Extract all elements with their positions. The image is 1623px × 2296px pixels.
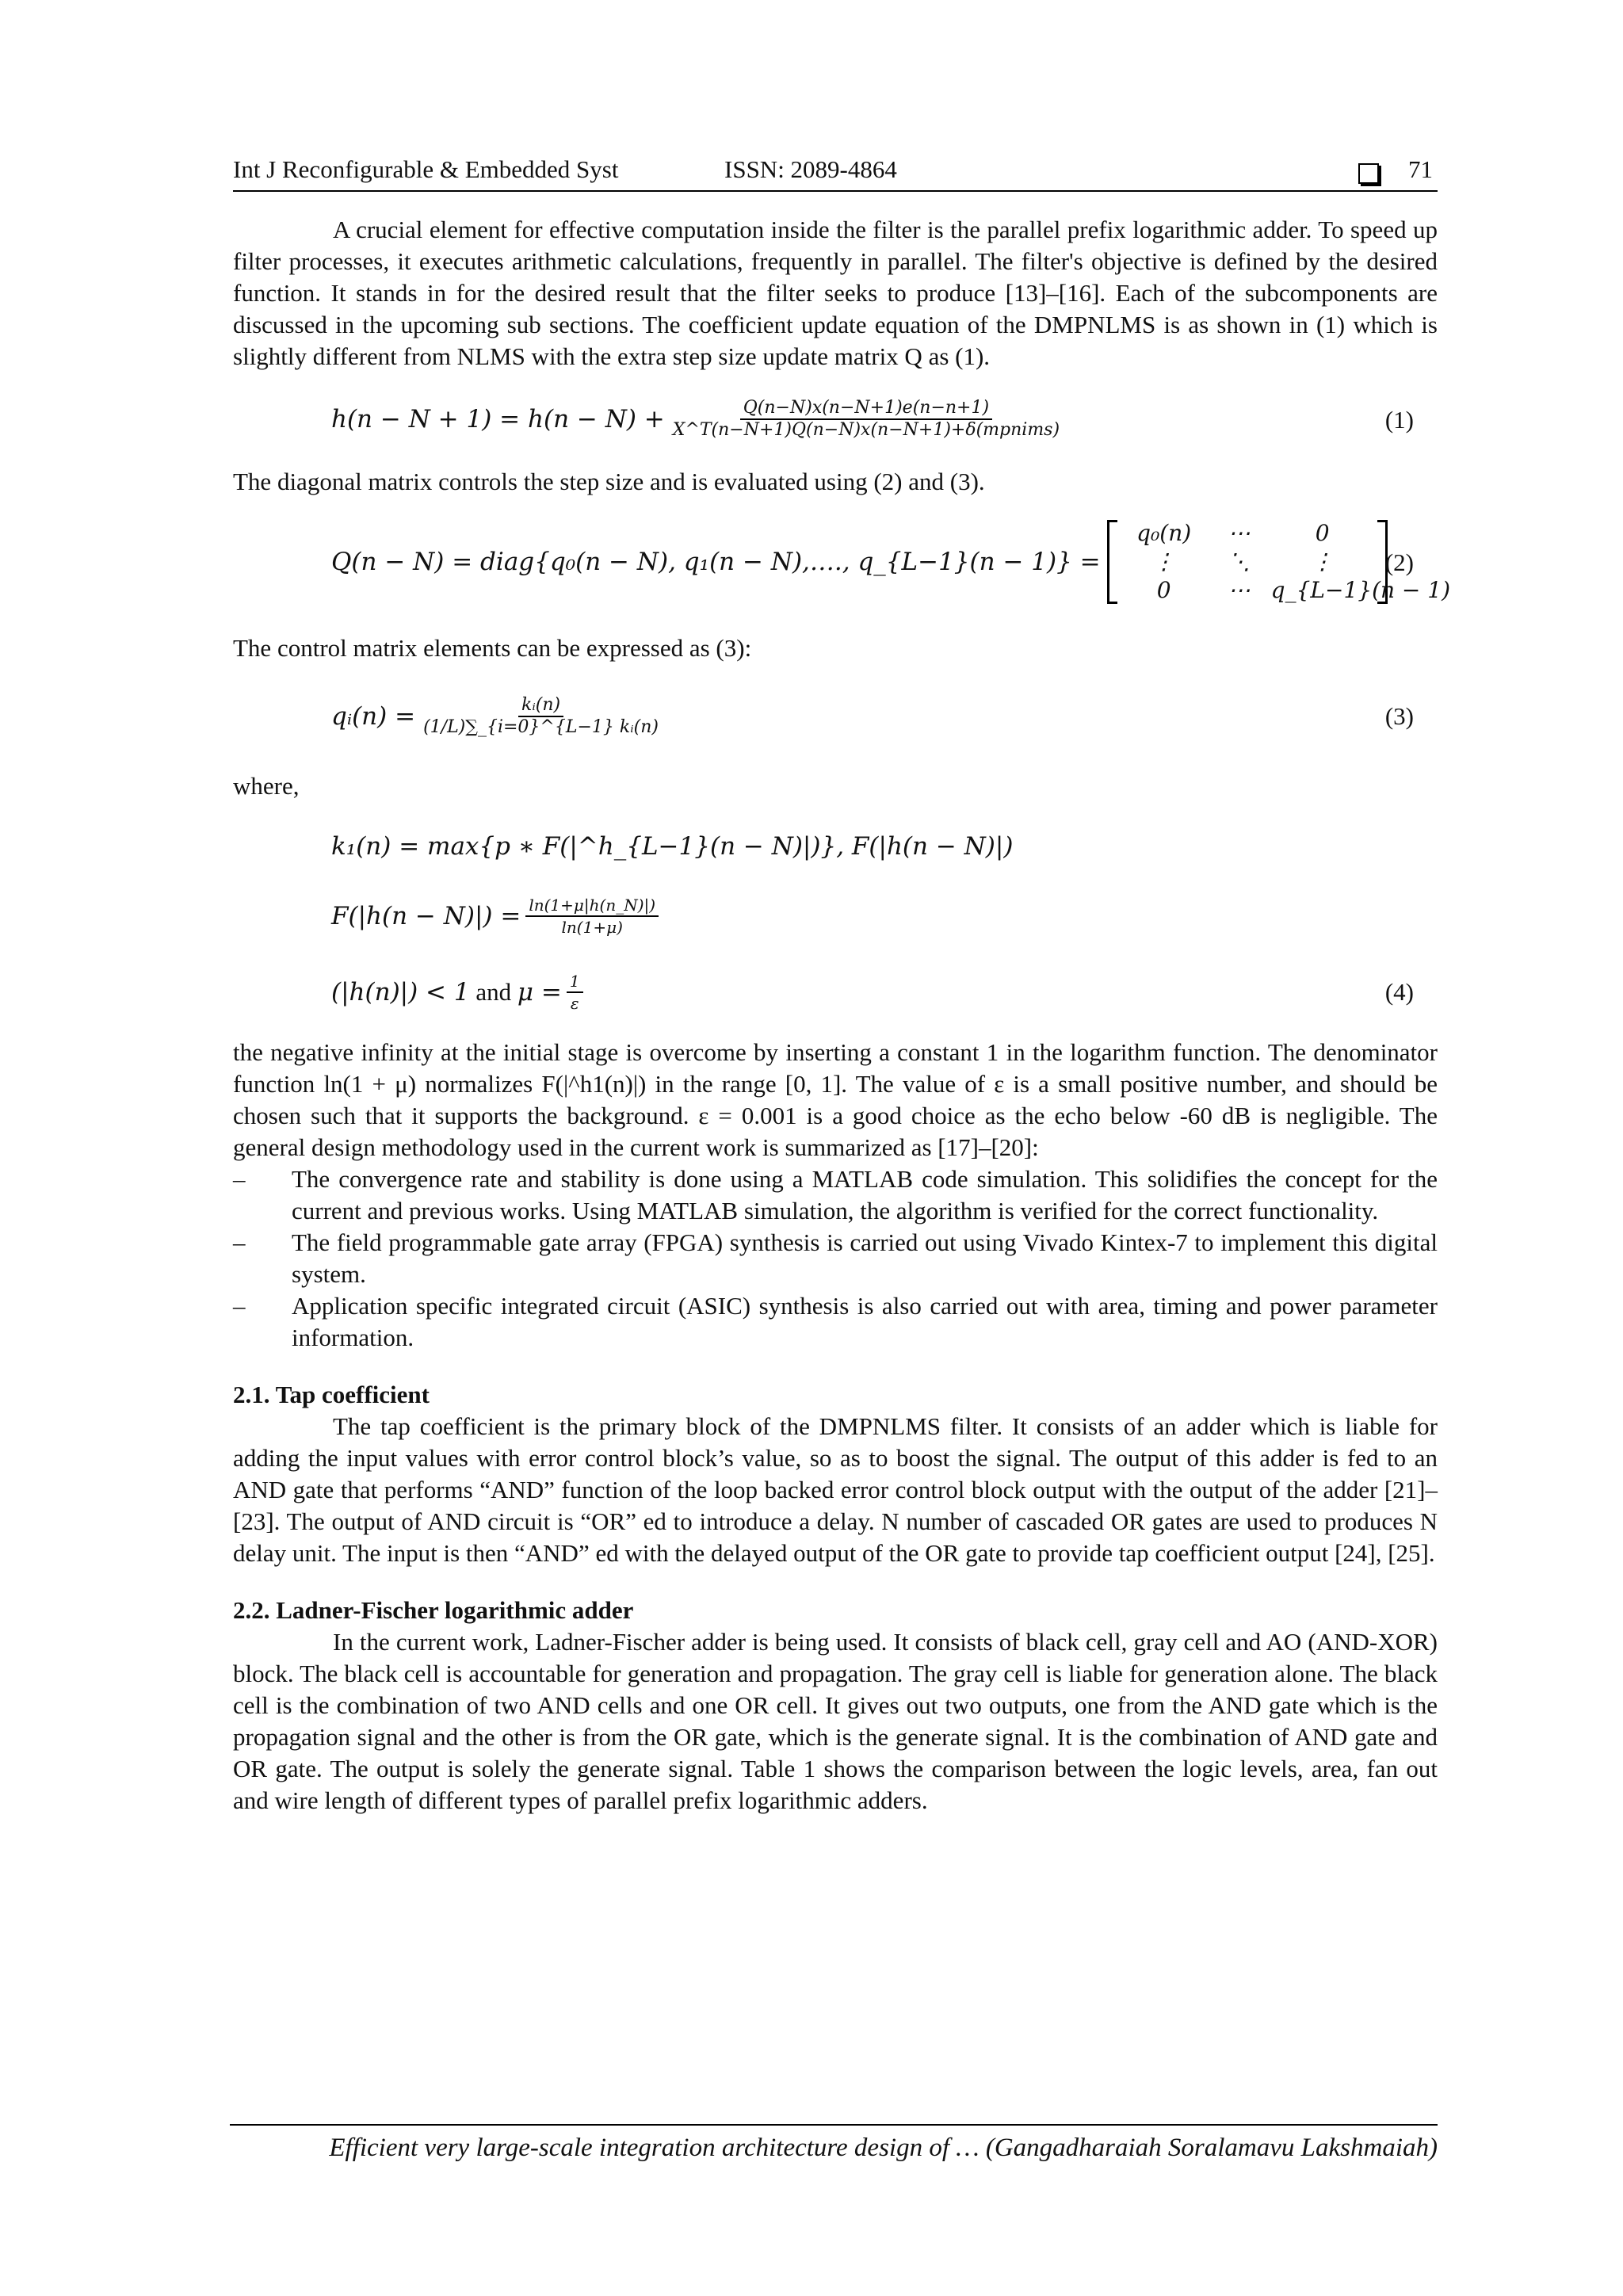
paragraph-ladner-fischer: In the current work, Ladner-Fischer adder is being used. It consists of black cell, gray cell and AO (AND-XOR) block. The black cell is accountable for generation and propagation. The gray cell is liable for generation alone. The black cell is the combination of two AND cells and one OR cell. It gives out two outputs, one from the AND gate which is the propagation signal and the other is from the OR gate, which is the generate signal. It is the combination of AND gate and OR gate. The output is solely the generate signal. Table 1 shows the comparison between the logic levels, area, fan out and wire length of different types of parallel prefix logarithmic adders. — [233, 1628, 1438, 1814]
eq4b-fraction — [525, 895, 659, 938]
matrix-cell: ⋯ — [1228, 577, 1251, 603]
section-heading-tap-coefficient: 2.1. Tap coefficient — [233, 1381, 430, 1408]
matrix-cell: 0 — [1315, 520, 1330, 546]
eq4c-fraction — [567, 971, 583, 1014]
paragraph-negative-infinity: the negative infinity at the initial stage is overcome by inserting a constant 1 in the logarithm function. The denominator function ln(1 + μ) normalizes F(|^h1(n)|) in the range [0, 1]. The value of ε is a small positive number, and should be chosen such that it supports the background. ε = 0.001 is a good choice as the echo below -60 dB is negligible. The general design methodology used in the current work is summarized as [17]–[20]: — [233, 1038, 1438, 1161]
eq3-denominator: (1/L)∑_{i=0}^{L−1} kᵢ(n) — [423, 717, 659, 737]
equation-4a — [233, 821, 1438, 872]
list-item: – The convergence rate and stability is done using a MATLAB code simulation. This solidifies the concept for the current and previous works. Using MATLAB simulation, the algorithm is verified for the correct functionality. — [233, 1163, 1438, 1227]
eq1-lhs: h(n − N + 1) = h(n − N) + — [331, 405, 665, 434]
issn: ISSN: 2089-4864 — [724, 155, 897, 183]
equation-3 — [233, 677, 1438, 756]
eq4c-and: and — [475, 978, 512, 1006]
paragraph-tap-coefficient: The tap coefficient is the primary block of the DMPNLMS filter. It consists of an adder which is liable for adding the input values with error control block’s value, so as to boost the signal. The output of this adder is fed to an AND gate that performs “AND” function of the loop backed error control block output with the output of the adder [21]–[23]. The output of AND circuit is “OR” ed to introduce a delay. N number of cascaded OR gates are used to produces N delay unit. The input is then “AND” ed with the delayed output of the OR gate to provide tap coefficient output [24], [25]. — [233, 1412, 1438, 1567]
running-footer: Efficient very large-scale integration architecture design of … (Gangadharaiah Soralamavu Lakshmaiah) — [230, 2124, 1438, 2163]
eq3-fraction — [420, 695, 662, 738]
where-label: where, — [233, 772, 300, 800]
matrix-cell: ⋯ — [1228, 520, 1251, 546]
paragraph-diagonal: The diagonal matrix controls the step size and is evaluated using (2) and (3). — [233, 468, 985, 495]
list-item: – The field programmable gate array (FPGA) synthesis is carried out using Vivado Kintex-7 to implement this digital system. — [233, 1227, 1438, 1290]
paragraph-control-matrix: The control matrix elements can be expressed as (3): — [233, 634, 752, 662]
eq3-lhs: qᵢ(n) = — [331, 702, 416, 731]
equation-4c — [233, 961, 1438, 1024]
equation-1 — [233, 385, 1438, 453]
eq4a-text: k₁(n) = max{p ∗ F(|^h_{L−1}(n − N)|)}, F(|h(n − N)|) — [331, 832, 1014, 861]
equation-2 — [233, 510, 1451, 613]
eq2-matrix — [1107, 520, 1451, 604]
eq1-label: (1) — [1384, 406, 1414, 434]
equation-4b — [233, 884, 1438, 948]
eq4c-part-a: (|h(n)|) < 1 — [331, 978, 470, 1007]
eq4b-numerator: ln(1+μ|h(n_N)|) — [525, 895, 659, 917]
paragraph-intro: A crucial element for effective computation inside the filter is the parallel prefix logarithmic adder. To speed up filter processes, it executes arithmetic calculations, frequently in parallel. The filter's objective is defined by the desired function. It stands in for the desired result that the filter seeks to produce [13]–[16]. Each of the subcomponents are discussed in the upcoming sub sections. The coefficient update equation of the DMPNLMS is as shown in (1) which is slightly different from NLMS with the extra step size update matrix Q as (1). — [233, 216, 1438, 370]
eq4b-denominator: ln(1+μ) — [561, 918, 623, 937]
square-bullet-icon — [1358, 163, 1379, 184]
eq3-numerator: kᵢ(n) — [518, 695, 563, 717]
eq3-label: (3) — [1384, 702, 1414, 730]
eq4-label: (4) — [1384, 978, 1414, 1006]
eq2-label: (2) — [1384, 548, 1414, 576]
eq1-numerator: Q(n−N)x(n−N+1)e(n−n+1) — [740, 398, 992, 420]
list-item: – Application specific integrated circuit (ASIC) synthesis is also carried out with area, timing and power parameter information. — [233, 1290, 1438, 1354]
eq4c-denominator: ε — [570, 994, 579, 1013]
eq1-denominator: X^T(n−N+1)Q(n−N)x(n−N+1)+δ(mpnims) — [672, 420, 1060, 440]
eq4c-part-b: μ = — [517, 978, 562, 1007]
methodology-list — [233, 1163, 1438, 1354]
running-header — [233, 155, 1438, 192]
matrix-cell: ⋮ — [1152, 548, 1175, 575]
eq2-lhs: Q(n − N) = diag{q₀(n − N), q₁(n − N),…., q_{L−1}(n − 1)} = — [331, 548, 1101, 576]
body-content — [233, 214, 1451, 1817]
page-number: 71 — [1408, 155, 1433, 183]
eq1-fraction — [670, 398, 1063, 441]
section-heading-ladner-fischer: 2.2. Ladner-Fischer logarithmic adder — [233, 1596, 634, 1624]
eq4c-numerator: 1 — [567, 971, 583, 993]
journal-name: Int J Reconfigurable & Embedded Syst — [233, 155, 619, 183]
matrix-cell: q₀(n) — [1136, 520, 1192, 546]
matrix-cell: ⋱ — [1228, 548, 1251, 575]
matrix-cell: ⋮ — [1311, 548, 1334, 575]
matrix-cell: 0 — [1156, 577, 1171, 603]
matrix-cell: q_{L−1}(n − 1) — [1270, 577, 1451, 603]
eq4b-lhs: F(|h(n − N)|) = — [331, 902, 521, 930]
